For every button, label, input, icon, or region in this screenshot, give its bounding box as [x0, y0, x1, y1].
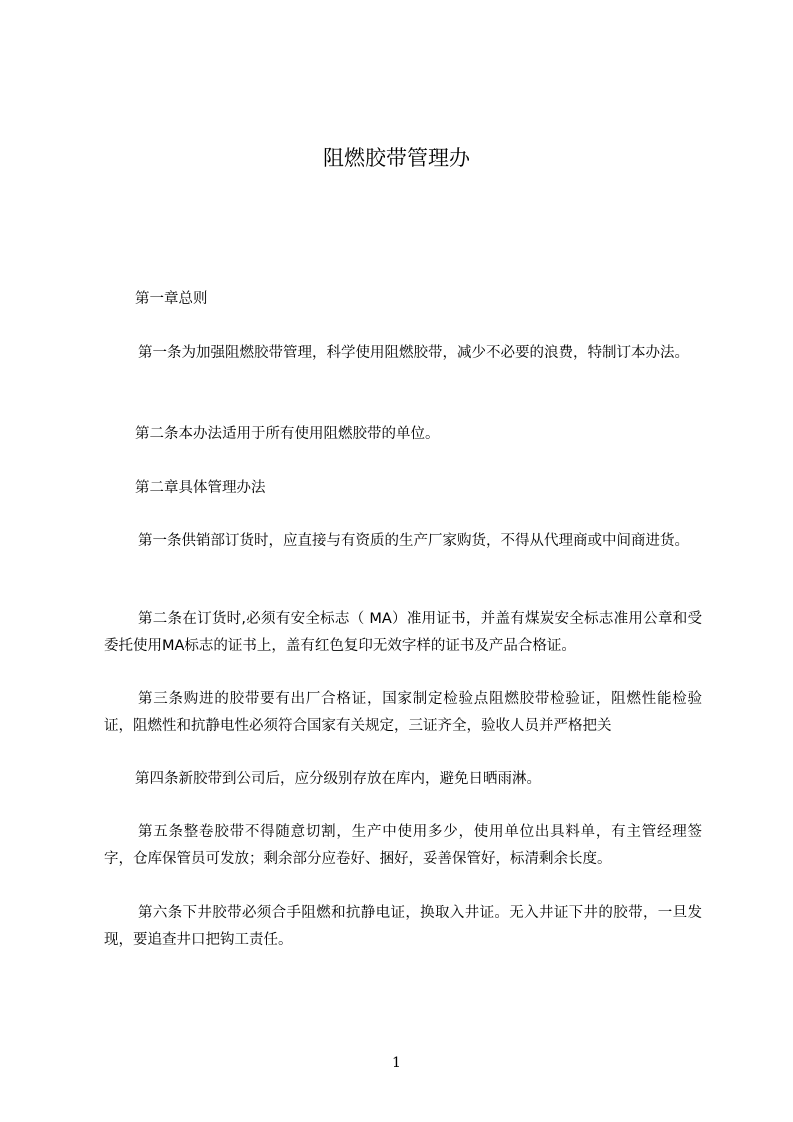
chapter2-article3: 第三条购进的胶带要有出厂合格证，国家制定检验点阻燃胶带检验证，阻燃性能检验证，阻燃性和抗静电性必须符合国家有关规定，三证齐全，验收人员并严格把关 [104, 691, 702, 734]
chapter-heading-2: 第二章具体管理办法 [135, 480, 266, 496]
chapter2-article2: 第二条在订货时,必须有安全标志（ MA）准用证书，并盖有煤炭安全标志准用公章和受委托使用MA标志的证书上，盖有红色复印无效字样的证书及产品合格证。 [104, 611, 702, 654]
chapter1-article2: 第二条本办法适用于所有使用阻燃胶带的单位。 [135, 426, 440, 442]
chapter2-article6: 第六条下井胶带必须合手阻燃和抗静电证，换取入井证。无入井证下井的胶带，一旦发现，要追查井口把钩工责任。 [104, 905, 702, 948]
chapter2-article4: 第四条新胶带到公司后，应分级别存放在库内，避免日晒雨淋。 [135, 771, 541, 787]
page-title: 阻燃胶带管理办 [323, 146, 470, 170]
page-number: 1 [392, 1055, 401, 1071]
chapter-heading-1: 第一章总则 [135, 291, 208, 307]
chapter2-article5: 第五条整卷胶带不得随意切割，生产中使用多少，使用单位出具料单，有主管经理签字，仓库保管员可发放；剩余部分应卷好、捆好，妥善保管好，标清剩余长度。 [104, 824, 702, 867]
chapter2-article1: 第一条供销部订货时，应直接与有资质的生产厂家购货，不得从代理商或中间商进货。 [138, 533, 689, 549]
chapter1-article1: 第一条为加强阻燃胶带管理，科学使用阻燃胶带，减少不必要的浪费，特制订本办法。 [138, 345, 689, 361]
